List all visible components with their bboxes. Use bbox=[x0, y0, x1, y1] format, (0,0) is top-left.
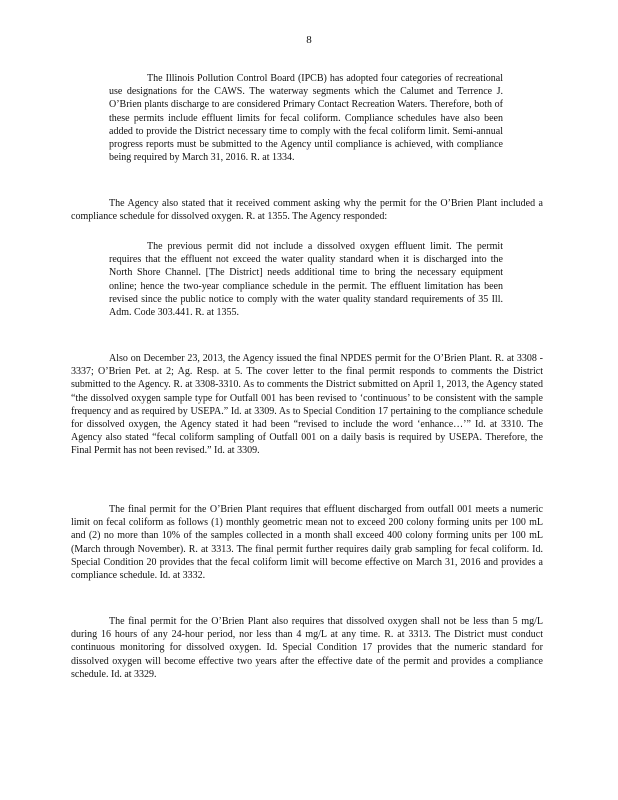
paragraph-agency-comment: The Agency also stated that it received comment asking why the permit for the O’Brien Plant included a compliance schedule for dissolved oxygen. R. at 1355. The Agency responded: bbox=[71, 198, 543, 223]
paragraph-final-npdes-permit: Also on December 23, 2013, the Agency issued the final NPDES permit for the O’Brien Plant. R. at 3308 - 3337; O’Brien Pet. at 2; Ag. Resp. at 5. The cover letter to the final permit responds to comments the District submitted to the Agency. R. at 3308-3310. As to comments the District submitted on April 1, 2013, the Agency stated “the dissolved oxygen sample type for Outfall 001 has been revised to ‘continuous’ to be consistent with the sample frequency and as required by USEPA.” Id. at 3309. As to Special Condition 17 pertaining to the compliance schedule for dissolved oxygen, the Agency stated it had been “revised to include the word ‘enhance…’” Id. at 3310. The Agency also stated “fecal coliform sampling of Outfall 001 on a daily basis is required by USEPA. Therefore, the Final Permit has not been revised.” Id. at 3309. bbox=[71, 353, 543, 457]
page-number: 8 bbox=[306, 34, 312, 46]
block-quote-ipcb-categories: The Illinois Pollution Control Board (IPCB) has adopted four categories of recreational use designations for the CAWS. The waterway segments which the Calumet and Terrence J. O’Brien plants discharge to are considered Primary Contact Recreation Waters. Therefore, both of these permits include effluent limits for fecal coliform. Compliance schedules have also been added to provide the District necessary time to comply with the fecal coliform limit. Semi-annual progress reports must be submitted to the Agency until compliance is achieved, with compliance being required by March 31, 2016. R. at 1334. bbox=[109, 73, 503, 164]
paragraph-dissolved-oxygen-limit: The final permit for the O’Brien Plant also requires that dissolved oxygen shall not be less than 5 mg/L during 16 hours of any 24-hour period, nor less than 4 mg/L at any time. R. at 3313. The District must conduct continuous monitoring for dissolved oxygen. Id. Special Condition 17 provides that the numeric standard for dissolved oxygen will become effective two years after the effective date of the permit and provides a compliance schedule. Id. at 3329. bbox=[71, 616, 543, 680]
block-quote-agency-response: The previous permit did not include a dissolved oxygen effluent limit. The permit requires that the effluent not exceed the water quality standard when it is discharged into the North Shore Channel. [The District] needs additional time to bring the necessary equipment online; hence the two-year compliance schedule in the permit. The effluent limitation has been revised since the public notice to comply with the water quality standard requirements of 35 Ill. Adm. Code 303.441. R. at 1355. bbox=[109, 241, 503, 319]
paragraph-fecal-coliform-limit: The final permit for the O’Brien Plant requires that effluent discharged from outfall 001 meets a numeric limit on fecal coliform as follows (1) monthly geometric mean not to exceed 200 colony forming units per 100 mL and (2) no more than 10% of the samples collected in a month shall exceed 400 colony forming units per 100 mL (March through November). R. at 3313. The final permit further requires daily grab sampling for fecal coliform. Id. Special Condition 20 provides that the fecal coliform limit will become effective on March 31, 2016 and provides a compliance schedule. Id. at 3332. bbox=[71, 504, 543, 582]
